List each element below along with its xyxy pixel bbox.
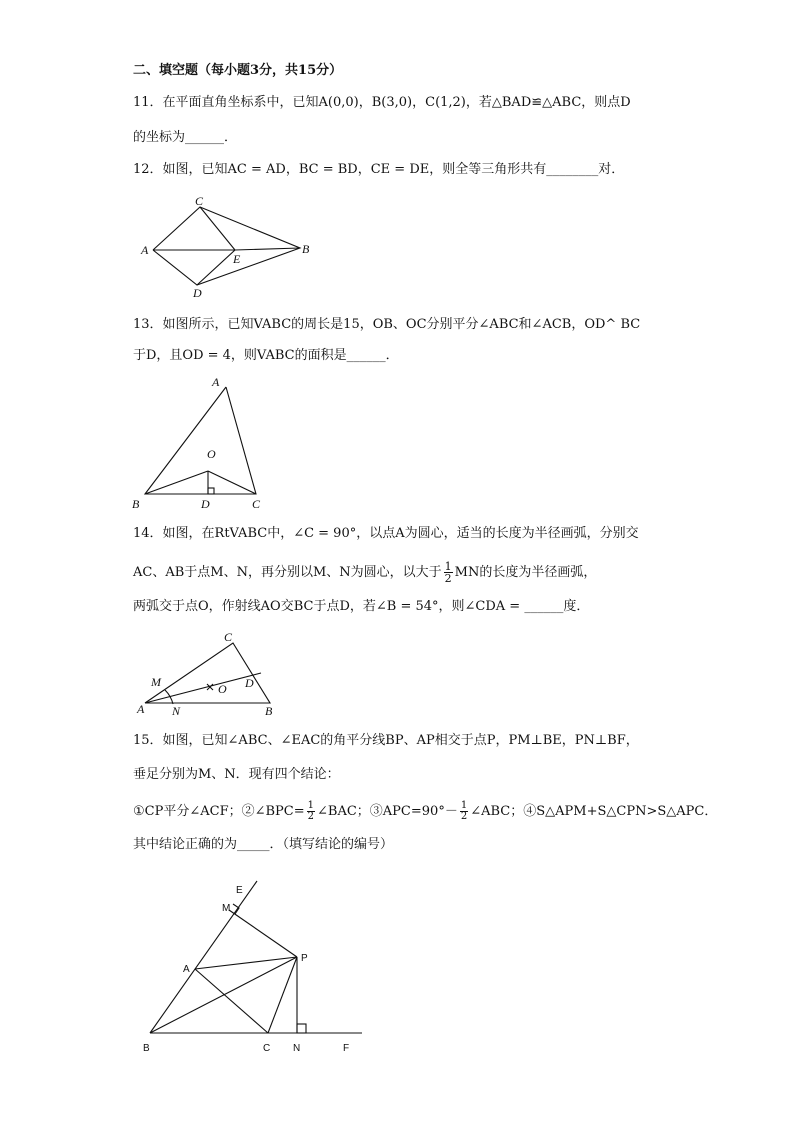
q15-line1: 15．如图，已知∠ABC、∠EAC的角平分线BP、AP相交于点P，PM⊥BE，PN⊥BF，: [133, 733, 639, 748]
q15-half-2-num: 1: [460, 800, 468, 811]
q15-line2: 垂足分别为M、N．现有四个结论：: [133, 767, 340, 782]
q12-label-d: D: [193, 286, 202, 300]
q13-label-c: C: [252, 497, 261, 511]
q14-label-m: M: [151, 675, 161, 689]
q14-frac-num: 1: [444, 560, 452, 573]
q15-label-p: P: [301, 953, 308, 964]
q13-line2: 于D，且OD = 4，则VABC的面积是______．: [133, 348, 399, 363]
q14-line3: 两弧交于点O，作射线AO交BC于点D，若∠B = 54°，则∠CDA = ______度．: [133, 599, 590, 614]
q13-label-o: O: [207, 447, 216, 461]
q12-label-a: A: [141, 243, 149, 257]
q15-conclusion-2-3: ∠BAC；③APC=90°－: [317, 804, 458, 819]
q15-label-b: B: [143, 1043, 150, 1054]
q15-label-a: A: [183, 964, 190, 975]
q15-half-1-num: 1: [307, 800, 315, 811]
q15-label-m: M: [222, 903, 231, 914]
q12-label-b: B: [302, 242, 310, 256]
q14-label-o: O: [218, 682, 227, 696]
q14-label-c: C: [224, 630, 233, 644]
q13-label-d: D: [201, 497, 210, 511]
q12-line1: 12．如图，已知AC = AD，BC = BD，CE = DE，则全等三角形共有________对．: [133, 162, 625, 177]
q15-line4: 其中结论正确的为_____．（填写结论的编号）: [133, 837, 394, 852]
q15-half-1: [307, 801, 315, 822]
q15-figure: [138, 877, 373, 1057]
q11-line1: 11．在平面直角坐标系中，已知A(0,0)，B(3,0)，C(1,2)，若△BAD≌△ABC，则点D: [133, 95, 631, 110]
q15-label-n: N: [293, 1043, 301, 1054]
q15-label-f: F: [343, 1043, 350, 1054]
q15-label-c: C: [263, 1043, 271, 1054]
q12-figure: [135, 193, 320, 301]
q14-frac-den: 2: [444, 572, 452, 585]
q15-label-e: E: [236, 885, 243, 896]
q14-line2-a: AC、AB于点M、N，再分别以M、N为圆心，以大于: [133, 565, 442, 580]
q15-half-2-den: 2: [460, 811, 468, 822]
q15-half-1-den: 2: [307, 811, 315, 822]
q15-line3: [133, 801, 717, 822]
q12-label-e: E: [233, 252, 241, 266]
q11-line2: 的坐标为______．: [133, 130, 238, 145]
q13-line1: 13．如图所示，已知VABC的周长是15，OB、OC分别平分∠ABC和∠ACB，OD^ BC: [133, 317, 641, 332]
section-title: 二、填空题（每小题3分，共15分）: [133, 63, 343, 78]
q13-label-a: A: [212, 375, 220, 389]
q12-label-c: C: [195, 194, 204, 208]
q15-conclusion-1-2: ①CP平分∠ACF；②∠BPC=: [133, 804, 305, 819]
q14-figure: [133, 627, 283, 719]
q14-fraction: [444, 561, 453, 584]
q14-line2-b: MN的长度为半径画弧，: [454, 565, 597, 580]
q15-conclusion-3-4: ∠ABC；④S△APM+S△CPN>S△APC．: [470, 804, 718, 819]
q13-figure: [128, 373, 273, 513]
q14-label-n: N: [172, 704, 181, 718]
q14-label-a: A: [137, 702, 145, 716]
q14-line1: 14．如图，在RtVABC中，∠C = 90°，以点A为圆心，适当的长度为半径画弧，分别交: [133, 526, 639, 541]
q13-label-b: B: [132, 497, 140, 511]
q14-label-b: B: [265, 704, 273, 718]
q15-half-2: [460, 801, 468, 822]
q14-label-d: D: [245, 676, 254, 690]
q14-line2: [133, 561, 596, 584]
